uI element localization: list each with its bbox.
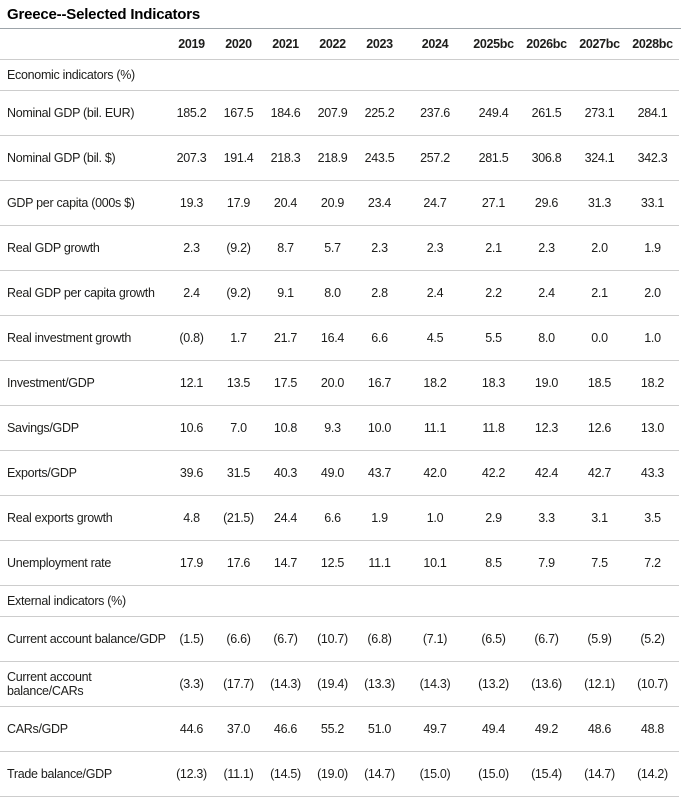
cell-value: 48.8 [626, 706, 679, 751]
cell-value: (6.7) [262, 616, 309, 661]
cell-value: (15.0) [403, 751, 467, 796]
cell-value: 7.5 [573, 540, 626, 585]
column-header-2020: 2020 [215, 29, 262, 59]
cell-value: (13.3) [356, 661, 403, 706]
cell-value: (10.7) [626, 661, 679, 706]
section-row [0, 59, 679, 90]
cell-value: 10.1 [403, 540, 467, 585]
column-header-2027bc: 2027bc [573, 29, 626, 59]
cell-value: 2.3 [403, 225, 467, 270]
cell-value: (9.2) [215, 270, 262, 315]
cell-value: 8.0 [520, 315, 573, 360]
cell-value: 20.4 [262, 180, 309, 225]
cell-value: 2.2 [467, 270, 520, 315]
cell-value: (6.7) [520, 616, 573, 661]
row-label: Nominal GDP (bil. EUR) [0, 90, 168, 135]
cell-value: (13.2) [467, 661, 520, 706]
cell-value: (11.1) [215, 751, 262, 796]
cell-value: 51.0 [356, 706, 403, 751]
table-row [0, 90, 679, 135]
cell-value: 1.0 [403, 495, 467, 540]
cell-value: 55.2 [309, 706, 356, 751]
column-header-2021: 2021 [262, 29, 309, 59]
cell-value: 46.6 [262, 706, 309, 751]
cell-value: 1.9 [626, 225, 679, 270]
indicators-table [0, 29, 679, 797]
cell-value: 19.3 [168, 180, 215, 225]
table-row [0, 706, 679, 751]
table-header-row [0, 29, 679, 59]
table-row [0, 540, 679, 585]
cell-value: (13.6) [520, 661, 573, 706]
cell-value: 24.4 [262, 495, 309, 540]
table-row [0, 495, 679, 540]
cell-value: 191.4 [215, 135, 262, 180]
cell-value: (14.2) [626, 751, 679, 796]
row-label: GDP per capita (000s $) [0, 180, 168, 225]
cell-value: 261.5 [520, 90, 573, 135]
cell-value: 2.3 [520, 225, 573, 270]
cell-value: (6.8) [356, 616, 403, 661]
cell-value: 18.2 [626, 360, 679, 405]
cell-value: 12.3 [520, 405, 573, 450]
cell-value: 18.2 [403, 360, 467, 405]
cell-value: 5.5 [467, 315, 520, 360]
cell-value: 8.0 [309, 270, 356, 315]
cell-value: (0.8) [168, 315, 215, 360]
cell-value: (17.7) [215, 661, 262, 706]
cell-value: 17.5 [262, 360, 309, 405]
cell-value: 40.3 [262, 450, 309, 495]
table-row [0, 661, 679, 706]
cell-value: 17.9 [215, 180, 262, 225]
cell-value: (1.5) [168, 616, 215, 661]
cell-value: 207.3 [168, 135, 215, 180]
row-label: Nominal GDP (bil. $) [0, 135, 168, 180]
cell-value: 11.1 [403, 405, 467, 450]
cell-value: 49.2 [520, 706, 573, 751]
table-row [0, 616, 679, 661]
row-label: Unemployment rate [0, 540, 168, 585]
cell-value: 7.2 [626, 540, 679, 585]
cell-value: 281.5 [467, 135, 520, 180]
cell-value: 16.7 [356, 360, 403, 405]
cell-value: (7.1) [403, 616, 467, 661]
cell-value: 184.6 [262, 90, 309, 135]
cell-value: 2.1 [573, 270, 626, 315]
cell-value: (10.7) [309, 616, 356, 661]
cell-value: 13.5 [215, 360, 262, 405]
cell-value: 11.8 [467, 405, 520, 450]
cell-value: 31.3 [573, 180, 626, 225]
section-label: Economic indicators (%) [0, 59, 679, 90]
row-label: Real GDP per capita growth [0, 270, 168, 315]
table-row [0, 135, 679, 180]
cell-value: (21.5) [215, 495, 262, 540]
cell-value: (15.0) [467, 751, 520, 796]
table-row [0, 450, 679, 495]
cell-value: (5.9) [573, 616, 626, 661]
cell-value: 6.6 [356, 315, 403, 360]
cell-value: 4.8 [168, 495, 215, 540]
row-label: Real GDP growth [0, 225, 168, 270]
table-body [0, 59, 679, 796]
table-row [0, 315, 679, 360]
cell-value: 10.6 [168, 405, 215, 450]
row-label: Investment/GDP [0, 360, 168, 405]
cell-value: 2.1 [467, 225, 520, 270]
cell-value: 42.7 [573, 450, 626, 495]
row-label: Current account balance/GDP [0, 616, 168, 661]
cell-value: 27.1 [467, 180, 520, 225]
cell-value: 43.3 [626, 450, 679, 495]
column-header-2026bc: 2026bc [520, 29, 573, 59]
cell-value: 3.3 [520, 495, 573, 540]
cell-value: 342.3 [626, 135, 679, 180]
cell-value: 4.5 [403, 315, 467, 360]
cell-value: (14.3) [403, 661, 467, 706]
cell-value: 7.0 [215, 405, 262, 450]
table-row [0, 751, 679, 796]
table-row [0, 405, 679, 450]
column-header-2024: 2024 [403, 29, 467, 59]
cell-value: 44.6 [168, 706, 215, 751]
cell-value: (5.2) [626, 616, 679, 661]
cell-value: 20.9 [309, 180, 356, 225]
cell-value: 3.5 [626, 495, 679, 540]
cell-value: (3.3) [168, 661, 215, 706]
cell-value: 42.2 [467, 450, 520, 495]
cell-value: 49.4 [467, 706, 520, 751]
section-label: External indicators (%) [0, 585, 679, 616]
cell-value: 2.4 [520, 270, 573, 315]
cell-value: 218.3 [262, 135, 309, 180]
table-title: Greece--Selected Indicators [0, 0, 681, 29]
cell-value: 249.4 [467, 90, 520, 135]
cell-value: 11.1 [356, 540, 403, 585]
cell-value: 2.9 [467, 495, 520, 540]
row-label: Exports/GDP [0, 450, 168, 495]
row-label: CARs/GDP [0, 706, 168, 751]
column-header-2022: 2022 [309, 29, 356, 59]
cell-value: 2.3 [356, 225, 403, 270]
row-label: Savings/GDP [0, 405, 168, 450]
cell-value: 19.0 [520, 360, 573, 405]
cell-value: 10.8 [262, 405, 309, 450]
cell-value: 9.1 [262, 270, 309, 315]
cell-value: 14.7 [262, 540, 309, 585]
cell-value: 2.0 [573, 225, 626, 270]
cell-value: 42.4 [520, 450, 573, 495]
cell-value: 8.7 [262, 225, 309, 270]
cell-value: 273.1 [573, 90, 626, 135]
cell-value: (12.3) [168, 751, 215, 796]
cell-value: 257.2 [403, 135, 467, 180]
cell-value: 3.1 [573, 495, 626, 540]
cell-value: 18.5 [573, 360, 626, 405]
cell-value: (14.5) [262, 751, 309, 796]
cell-value: 29.6 [520, 180, 573, 225]
table-row [0, 180, 679, 225]
cell-value: 225.2 [356, 90, 403, 135]
cell-value: 12.5 [309, 540, 356, 585]
cell-value: 48.6 [573, 706, 626, 751]
row-label: Real exports growth [0, 495, 168, 540]
cell-value: 167.5 [215, 90, 262, 135]
cell-value: 243.5 [356, 135, 403, 180]
cell-value: 1.9 [356, 495, 403, 540]
cell-value: 10.0 [356, 405, 403, 450]
cell-value: 21.7 [262, 315, 309, 360]
cell-value: (6.5) [467, 616, 520, 661]
table-row [0, 360, 679, 405]
cell-value: 16.4 [309, 315, 356, 360]
cell-value: 18.3 [467, 360, 520, 405]
cell-value: 7.9 [520, 540, 573, 585]
column-header-2019: 2019 [168, 29, 215, 59]
cell-value: (6.6) [215, 616, 262, 661]
cell-value: 43.7 [356, 450, 403, 495]
row-label: Current account balance/CARs [0, 661, 168, 706]
cell-value: 17.6 [215, 540, 262, 585]
table-row [0, 225, 679, 270]
cell-value: (14.7) [356, 751, 403, 796]
cell-value: (14.7) [573, 751, 626, 796]
cell-value: 9.3 [309, 405, 356, 450]
cell-value: 33.1 [626, 180, 679, 225]
column-header-2025bc: 2025bc [467, 29, 520, 59]
cell-value: (19.0) [309, 751, 356, 796]
cell-value: 12.1 [168, 360, 215, 405]
cell-value: 8.5 [467, 540, 520, 585]
cell-value: 237.6 [403, 90, 467, 135]
cell-value: 207.9 [309, 90, 356, 135]
cell-value: 0.0 [573, 315, 626, 360]
section-row [0, 585, 679, 616]
cell-value: 37.0 [215, 706, 262, 751]
cell-value: 2.0 [626, 270, 679, 315]
cell-value: 17.9 [168, 540, 215, 585]
cell-value: 324.1 [573, 135, 626, 180]
column-header-2023: 2023 [356, 29, 403, 59]
cell-value: 12.6 [573, 405, 626, 450]
cell-value: (14.3) [262, 661, 309, 706]
cell-value: 218.9 [309, 135, 356, 180]
cell-value: (15.4) [520, 751, 573, 796]
cell-value: 39.6 [168, 450, 215, 495]
cell-value: 2.4 [168, 270, 215, 315]
cell-value: 284.1 [626, 90, 679, 135]
column-header-2028bc: 2028bc [626, 29, 679, 59]
cell-value: (12.1) [573, 661, 626, 706]
row-label: Trade balance/GDP [0, 751, 168, 796]
table-row [0, 270, 679, 315]
cell-value: 2.8 [356, 270, 403, 315]
cell-value: 6.6 [309, 495, 356, 540]
table-header [0, 29, 679, 59]
cell-value: 23.4 [356, 180, 403, 225]
cell-value: 20.0 [309, 360, 356, 405]
cell-value: 5.7 [309, 225, 356, 270]
cell-value: 1.0 [626, 315, 679, 360]
cell-value: (9.2) [215, 225, 262, 270]
cell-value: 42.0 [403, 450, 467, 495]
cell-value: 2.4 [403, 270, 467, 315]
cell-value: 49.7 [403, 706, 467, 751]
cell-value: (19.4) [309, 661, 356, 706]
cell-value: 306.8 [520, 135, 573, 180]
cell-value: 1.7 [215, 315, 262, 360]
cell-value: 13.0 [626, 405, 679, 450]
row-label-header [0, 29, 168, 59]
cell-value: 49.0 [309, 450, 356, 495]
cell-value: 31.5 [215, 450, 262, 495]
cell-value: 2.3 [168, 225, 215, 270]
row-label: Real investment growth [0, 315, 168, 360]
cell-value: 185.2 [168, 90, 215, 135]
cell-value: 24.7 [403, 180, 467, 225]
